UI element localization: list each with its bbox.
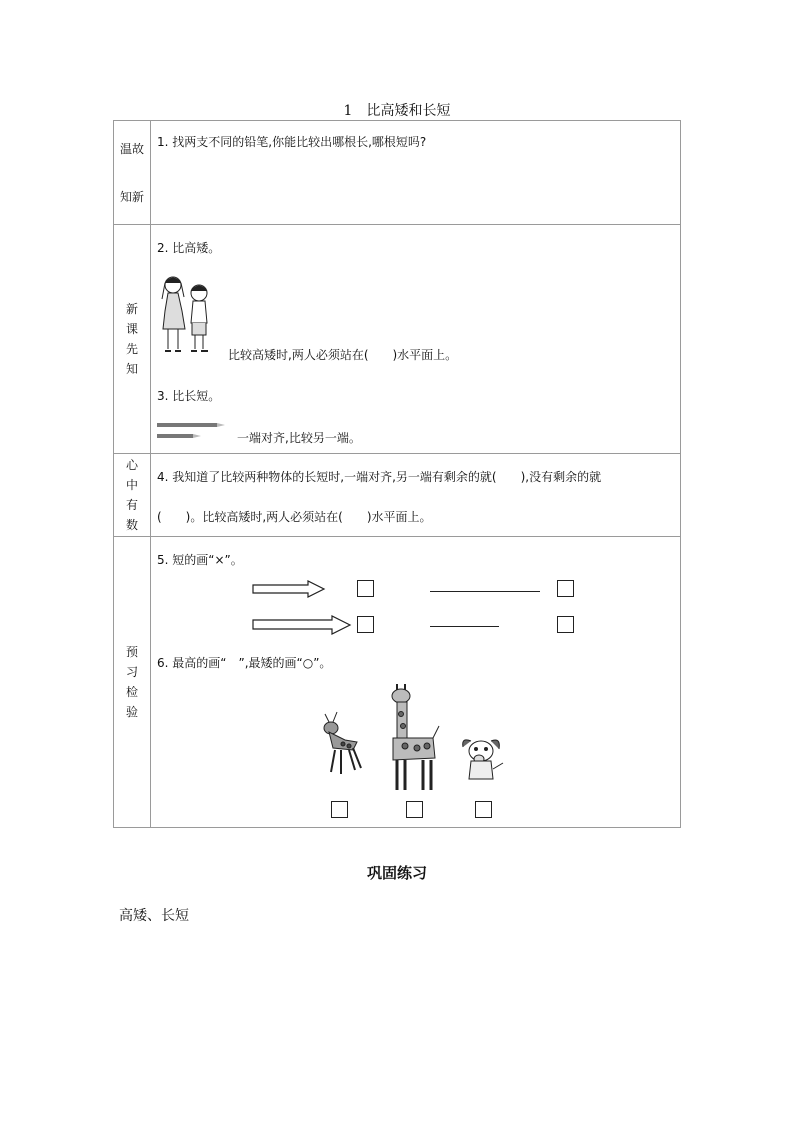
review-cell [151, 121, 681, 225]
side-label-review [114, 121, 151, 225]
long-arrow-icon [252, 615, 352, 635]
long-line [430, 591, 540, 592]
question-1: 1. 找两支不同的铅笔,你能比较出哪根长,哪根短吗? [157, 135, 427, 149]
side-label-text: 预习检验 [125, 645, 138, 719]
section-title: 巩固练习 [366, 864, 427, 882]
summary-cell [151, 454, 681, 537]
answer-box[interactable] [331, 801, 348, 818]
question-3-caption: 一端对齐,比较另一端。 [237, 431, 361, 445]
answer-box[interactable] [557, 580, 574, 597]
lesson-number: 1 [343, 103, 353, 119]
giraffe-icon [383, 682, 443, 794]
summary-line-1: 4. 我知道了比较两种物体的长短时,一端对齐,另一端有剩余的就( ),没有剩余的就 [157, 470, 602, 484]
side-label-new [114, 225, 151, 454]
side-label-text: 心中有数 [125, 458, 138, 532]
row-summary [114, 454, 681, 537]
new-lesson-cell [151, 225, 681, 454]
pencils-image [157, 421, 227, 443]
answer-box[interactable] [406, 801, 423, 818]
question-6: 6. 最高的画“ ”,最矮的画“○”。 [157, 656, 332, 670]
worksheet-table [113, 120, 681, 828]
side-label-summary [114, 454, 151, 537]
row-review [114, 121, 681, 225]
question-2-caption: 比较高矮时,两人必须站在( )水平面上。 [228, 348, 458, 362]
question-3: 3. 比长短。 [157, 389, 221, 403]
lesson-title: 比高矮和长短 [366, 103, 451, 119]
puppy-icon [459, 735, 505, 783]
worksheet-title [0, 100, 794, 120]
summary-line-2: ( )。比较高矮时,两人必须站在( )水平面上。 [157, 510, 432, 524]
question-2: 2. 比高矮。 [157, 241, 221, 255]
question-5: 5. 短的画“×”。 [157, 553, 243, 567]
side-label-text: 温故知新 [119, 141, 144, 204]
side-label-text: 新课先知 [125, 302, 138, 376]
answer-box[interactable] [357, 580, 374, 597]
preview-check-cell [151, 537, 681, 828]
section-subtitle: 高矮、长短 [119, 908, 189, 924]
side-label-check [114, 537, 151, 828]
row-preview-check [114, 537, 681, 828]
answer-box[interactable] [557, 616, 574, 633]
children-comparing-height-image [155, 271, 217, 359]
answer-box[interactable] [357, 616, 374, 633]
short-line [430, 626, 499, 627]
answer-box[interactable] [475, 801, 492, 818]
row-new-lesson [114, 225, 681, 454]
deer-icon [317, 710, 365, 782]
short-arrow-icon [252, 580, 326, 598]
